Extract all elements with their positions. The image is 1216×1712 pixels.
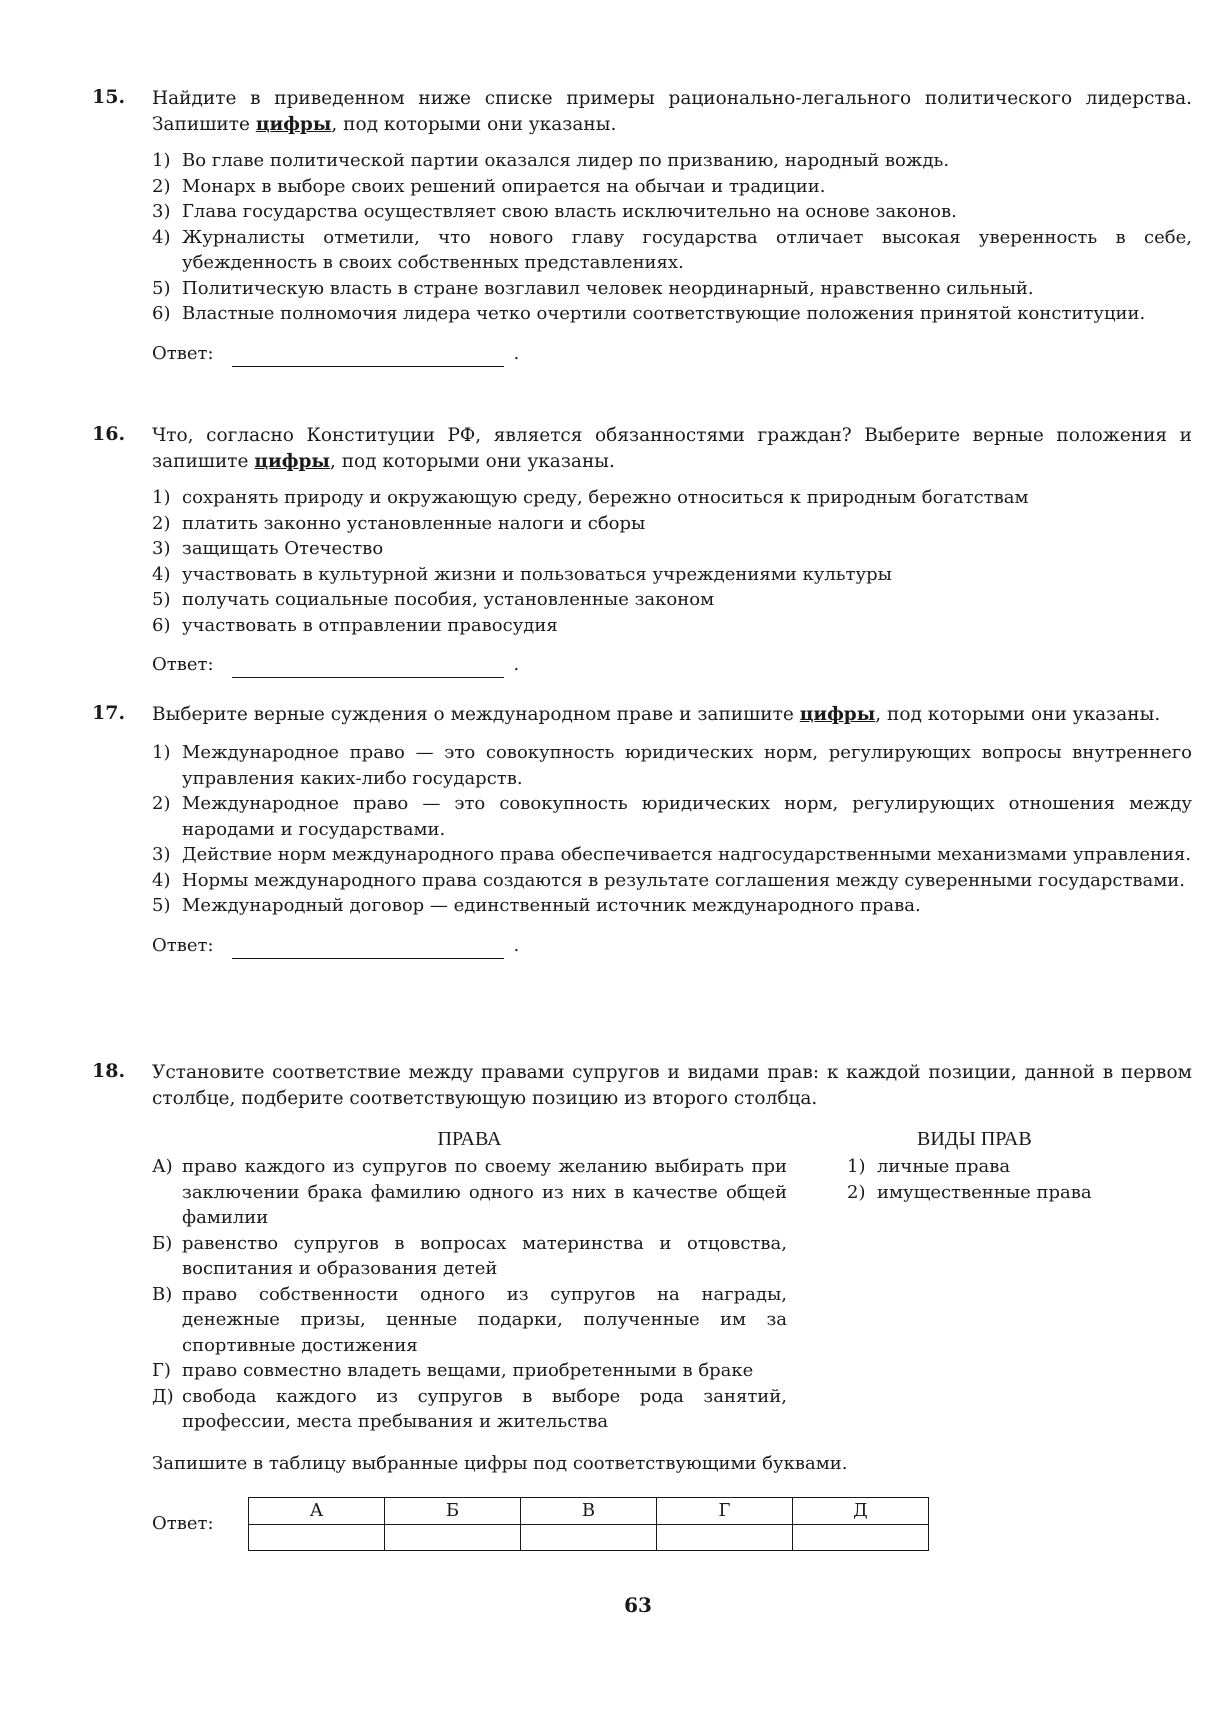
task-18 [92, 1060, 1192, 1551]
task-16 [92, 423, 1192, 678]
answer-table [248, 1497, 929, 1551]
options-list [152, 485, 1192, 638]
answer-row: Ответ: . [152, 933, 1192, 959]
table-header-cell: Б [385, 1497, 521, 1524]
matching-item: В) право собственности одного из супругов на награды, денежные призы, ценные подарки, полученные им за спортивные достижения [152, 1283, 787, 1356]
task-15 [92, 86, 1192, 367]
matching-item: Д) свобода каждого из супругов в выборе рода занятий, профессии, места пребывания и жительства [152, 1385, 787, 1432]
task-number: 15. [92, 86, 126, 108]
option-item: 4) Журналисты отметили, что нового главу государства отличает высокая уверенность в себе, убежденность в своих собственных представлениях. [152, 226, 1192, 273]
option-item: 5) получать социальные пособия, установленные законом [152, 589, 715, 610]
column-heading: ВИДЫ ПРАВ [917, 1128, 1032, 1150]
answer-cell[interactable] [657, 1524, 793, 1550]
answer-table-row [152, 1497, 1192, 1551]
answer-label: Ответ: [152, 1512, 214, 1534]
option-item: 6) участвовать в отправлении правосудия [152, 614, 558, 636]
option-item: 4) Нормы международного права создаются в результате соглашения между суверенными государствами. [152, 869, 1186, 891]
task-question: Установите соответствие между правами супругов и видами прав: к каждой позиции, данной в первом столбце, подберите соответствующую позицию из второго столбца. [152, 1062, 1192, 1109]
answer-blank[interactable] [232, 348, 504, 367]
options-list [152, 148, 1192, 327]
answer-label: Ответ: [152, 654, 214, 675]
table-header-cell: Г [657, 1497, 793, 1524]
option-item: 5) Международный договор — единственный источник международного права. [152, 895, 921, 916]
task-question: Найдите в приведенном ниже списке примеры рационально-легального политического лидерства. Запишите цифры, под которыми они указаны. [152, 88, 1192, 135]
task-number: 18. [92, 1060, 126, 1082]
answer-row: Ответ: . [152, 652, 1192, 678]
matching-item: Б) равенство супругов в вопросах материнства и отцовства, воспитания и образования детей [152, 1232, 787, 1279]
answer-cell[interactable] [249, 1524, 385, 1550]
table-instruction: Запишите в таблицу выбранные цифры под соответствующими буквами. [152, 1452, 848, 1474]
task-question: Что, согласно Конституции РФ, является обязанностями граждан? Выберите верные положения и запишите цифры, под которыми они указаны. [152, 425, 1192, 472]
answer-cell[interactable] [385, 1524, 521, 1550]
table-header-cell: Д [793, 1497, 929, 1524]
answer-row: Ответ: . [152, 341, 1192, 367]
table-header-cell: В [521, 1497, 657, 1524]
answer-cell[interactable] [793, 1524, 929, 1550]
task-17 [92, 702, 1192, 959]
option-item: 1) сохранять природу и окружающую среду, бережно относиться к природным богатствам [152, 487, 1029, 508]
option-item: 3) защищать Отечество [152, 538, 384, 559]
option-item: 1) Во главе политической партии оказался лидер по призванию, народный вождь. [152, 150, 950, 171]
task-number: 17. [92, 702, 126, 724]
task-number: 16. [92, 423, 126, 445]
matching-option: 1) личные права [847, 1156, 1011, 1177]
option-item: 6) Властные полномочия лидера четко очертили соответствующие положения принятой конституции. [152, 303, 1146, 324]
option-item: 2) Международное право — это совокупность юридических норм, регулирующих отношения между народами и государствами. [152, 793, 1192, 840]
option-item: 3) Действие норм международного права обеспечивается надгосударственными механизмами управления. [152, 844, 1192, 865]
option-item: 4) участвовать в культурной жизни и пользоваться учреждениями культуры [152, 563, 892, 585]
answer-cell[interactable] [521, 1524, 657, 1550]
answer-blank[interactable] [232, 940, 504, 959]
option-item: 5) Политическую власть в стране возглавил человек неординарный, нравственно сильный. [152, 277, 1034, 299]
option-item: 1) Международное право — это совокупность юридических норм, регулирующих вопросы внутреннего управления каких-либо государств. [152, 742, 1192, 789]
answer-label: Ответ: [152, 934, 214, 956]
matching-option: 2) имущественные права [847, 1181, 1092, 1203]
option-item: 3) Глава государства осуществляет свою власть исключительно на основе законов. [152, 201, 957, 222]
options-list [152, 740, 1192, 919]
right-types-column [847, 1126, 1147, 1435]
rights-column [152, 1126, 787, 1435]
page-number: 63 [624, 1593, 652, 1617]
task-question: Выберите верные суждения о международном праве и запишите цифры, под которыми они указаны. [152, 704, 1161, 725]
matching-item: А) право каждого из супругов по своему желанию выбирать при заключении брака фамилию одного из них в качестве общей фамилии [152, 1156, 787, 1228]
table-header-cell: А [249, 1497, 385, 1524]
answer-label: Ответ: [152, 342, 214, 364]
column-heading: ПРАВА [437, 1128, 502, 1150]
answer-blank[interactable] [232, 659, 504, 678]
option-item: 2) Монарх в выборе своих решений опирается на обычаи и традиции. [152, 175, 826, 197]
option-item: 2) платить законно установленные налоги и сборы [152, 512, 646, 534]
matching-item: Г) право совместно владеть вещами, приобретенными в браке [152, 1360, 754, 1381]
matching-columns [152, 1126, 1192, 1435]
